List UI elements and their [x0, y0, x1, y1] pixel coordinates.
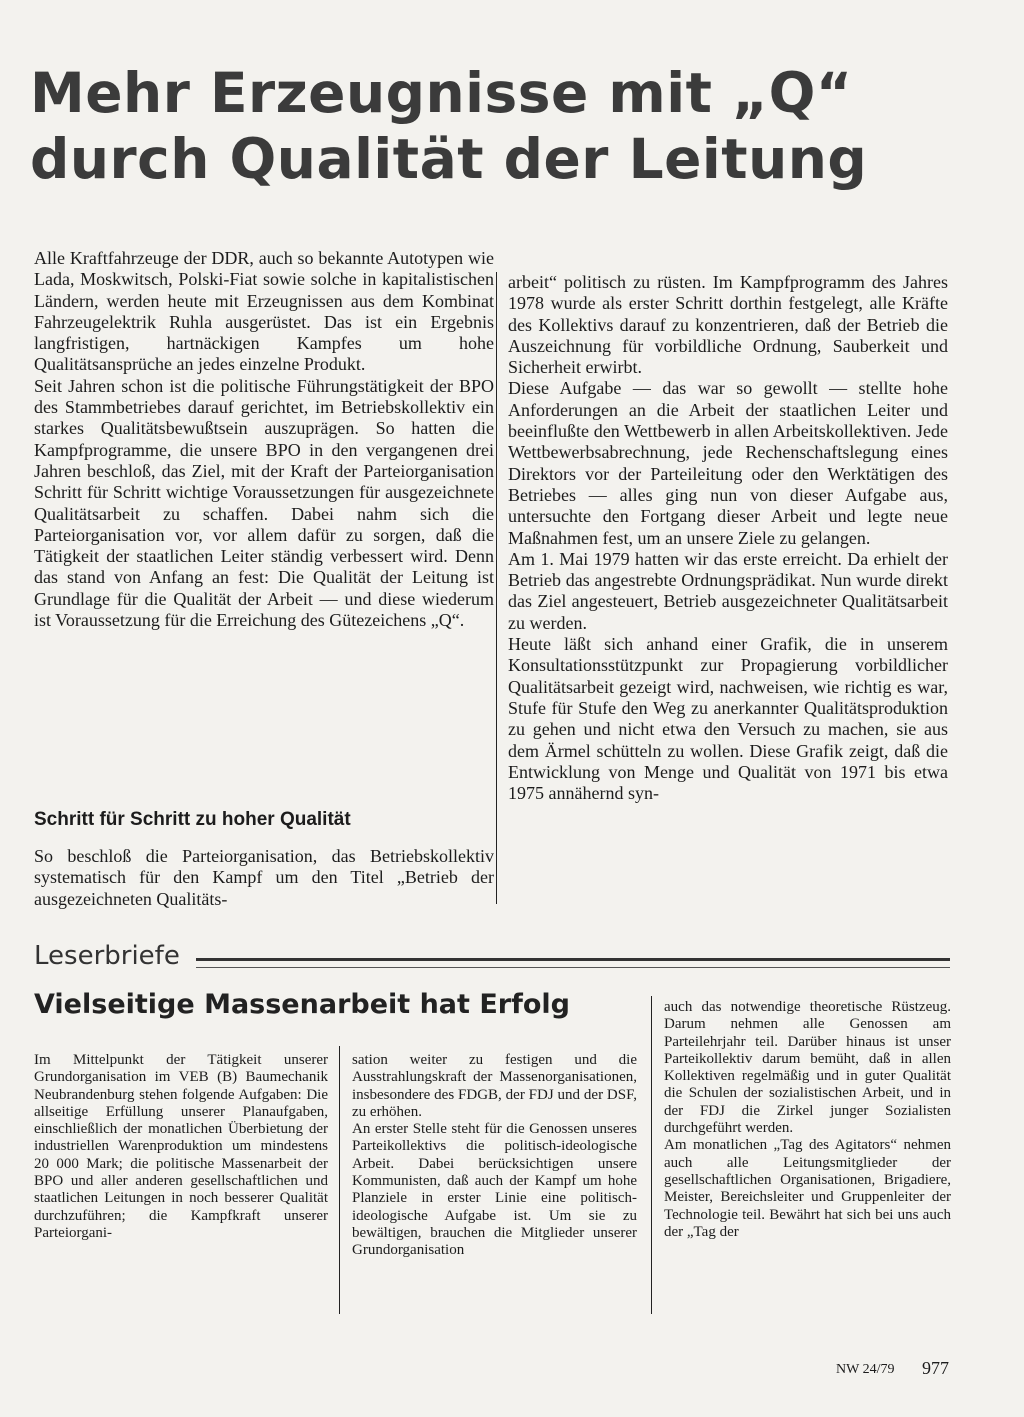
letter-paragraph: sation weiter zu festigen und die Ausstrahlungskraft der Massenorganisationen, insbesondere des FDGB, der FDJ und der DSF, zu erhöhen. — [352, 1052, 637, 1120]
letter-title: Vielseitige Massenarbeit hat Erfolg — [34, 989, 570, 1020]
section-rule — [196, 958, 950, 968]
headline-line-1: Mehr Erzeugnisse mit „Q“ — [30, 61, 853, 125]
letter-paragraph: An erster Stelle steht für die Genossen unseres Parteikollektivs die politisch-ideologische Arbeit. Dabei berücksichtigen unsere Kommunisten, daß auch der Kampf um hohe Planziele in erster Linie eine politisch-ideologische Aufgabe ist. Um sie zu bewältigen, brauchen die Mitglieder unserer Grundorganisation — [352, 1121, 637, 1259]
column-divider — [496, 272, 497, 904]
section-label: Leserbriefe — [34, 941, 180, 971]
letter-column-2 — [352, 1052, 637, 1260]
headline — [30, 60, 930, 192]
page-number: 977 — [922, 1358, 949, 1378]
issue-label: NW 24/79 — [836, 1362, 895, 1377]
article-paragraph: Seit Jahren schon ist die politische Führungstätigkeit der BPO des Stammbetriebes darauf gerichtet, im Betriebskollektiv ein starkes Qualitätsbewußtsein auszuprägen. So hatten die Kampfprogramme, die unsere BPO in den vergangenen drei Jahren beschloß, das Ziel, mit der Kraft der Parteiorganisation Schritt für Schritt wichtige Voraussetzungen für ausgezeichnete Qualitätsarbeit zu schaffen. Dabei nahm sich die Parteiorganisation vor, vor allem dafür zu sorgen, daß die Tätigkeit der staatlichen Leiter ständig verbessert wird. Denn das stand von Anfang an fest: Die Qualität der Leitung ist Grundlage für die Qualität der Arbeit — und diese wiederum ist Voraussetzung für die Erreichung des Gütezeichens „Q“. — [34, 375, 494, 631]
letter-paragraph: Im Mittelpunkt der Tätigkeit unserer Grundorganisation im VEB (B) Baumechanik Neubrandenburg stehen folgende Aufgaben: Die allseitige Erfüllung unserer Planaufgaben, einschließlich der monatlichen Überbietung der industriellen Warenproduktion um mindestens 20 000 Mark; die politische Massenarbeit der BPO und aller anderen gesellschaftlichen und staatlichen Leitungen in noch besserer Qualität durchzuführen; die Kampfkraft unserer Parteiorgani- — [34, 1052, 328, 1241]
letter-paragraph: Am monatlichen „Tag des Agitators“ nehmen auch alle Leitungsmitglieder der gesellschaftlichen Organisationen, Brigadiere, Meister, Bereichsleiter und Gruppenleiter der Technologie teil. Bewährt hat sich bei uns auch der „Tag der — [664, 1137, 951, 1240]
letter-column-3 — [664, 999, 951, 1241]
headline-line-2: durch Qualität der Leitung — [30, 127, 868, 191]
article-paragraph: Alle Kraftfahrzeuge der DDR, auch so bekannte Autotypen wie Lada, Moskwitsch, Polski-Fiat sowie solche in kapitalistischen Ländern, werden heute mit Erzeugnissen aus dem Kombinat Fahrzeugelektrik Ruhla ausgerüstet. Das ist ein Ergebnis langfristigen, hartnäckigen Kampfes um hohe Qualitätsansprüche an jedes einzelne Produkt. — [34, 248, 494, 375]
article-paragraph: Heute läßt sich anhand einer Grafik, die in unserem Konsultationsstützpunkt zur Propagierung vorbildlicher Qualitätsarbeit gezeigt wird, nachweisen, wie richtig es war, Stufe für Stufe den Weg zu anerkannter Qualitätsproduktion zu gehen und nicht etwa den Versuch zu machen, sie aus dem Ärmel schütteln zu wollen. Diese Grafik zeigt, daß die Entwicklung von Menge und Qualität von 1971 bis etwa 1975 annähernd syn- — [508, 634, 948, 804]
letter-column-1 — [34, 1052, 328, 1242]
article-left-column-continued — [34, 846, 494, 910]
article-left-column — [34, 248, 494, 631]
article-subheading: Schritt für Schritt zu hoher Qualität — [34, 809, 351, 830]
article-paragraph: Diese Aufgabe — das war so gewollt — stellte hohe Anforderungen an die Arbeit der staatlichen Leiter und beeinflußte den Wettbewerb in allen Arbeitskollektiven. Jede Wettbewerbsabrechnung, jede Rechenschaftslegung eines Direktors vor der Parteileitung oder den Werktätigen des Betriebes — alles ging nun von dieser Aufgabe aus, untersuchte den Fortgang dieser Arbeit und legte neue Maßnahmen fest, um an unsere Ziele zu gelangen. — [508, 378, 948, 548]
column-divider — [651, 996, 652, 1314]
article-paragraph: arbeit“ politisch zu rüsten. Im Kampfprogramm des Jahres 1978 wurde als erster Schritt dorthin festgelegt, alle Kräfte des Kollektivs darauf zu konzentrieren, daß der Betrieb die Auszeichnung für vorbildliche Ordnung, Sauberkeit und Sicherheit erwirbt. — [508, 272, 948, 378]
article-right-column — [508, 272, 948, 804]
column-divider — [339, 1046, 340, 1314]
article-paragraph: Am 1. Mai 1979 hatten wir das erste erreicht. Da erhielt der Betrieb das angestrebte Ordnungsprädikat. Nun wurde direkt das Ziel angesteuert, Betrieb ausgezeichneter Qualitätsarbeit zu werden. — [508, 548, 948, 633]
letter-paragraph: auch das notwendige theoretische Rüstzeug. Darum nehmen alle Genossen am Parteilehrjahr teil. Darüber hinaus ist unser Parteikollektiv darum bemüht, daß in allen Kollektiven regelmäßig und in guter Qualität die Schulen der sozialistischen Arbeit, und in der FDJ die Zirkel junger Sozialisten durchgeführt werden. — [664, 999, 951, 1137]
article-paragraph: So beschloß die Parteiorganisation, das Betriebskollektiv systematisch für den Kampf um den Titel „Betrieb der ausgezeichneten Qualitäts- — [34, 846, 494, 909]
